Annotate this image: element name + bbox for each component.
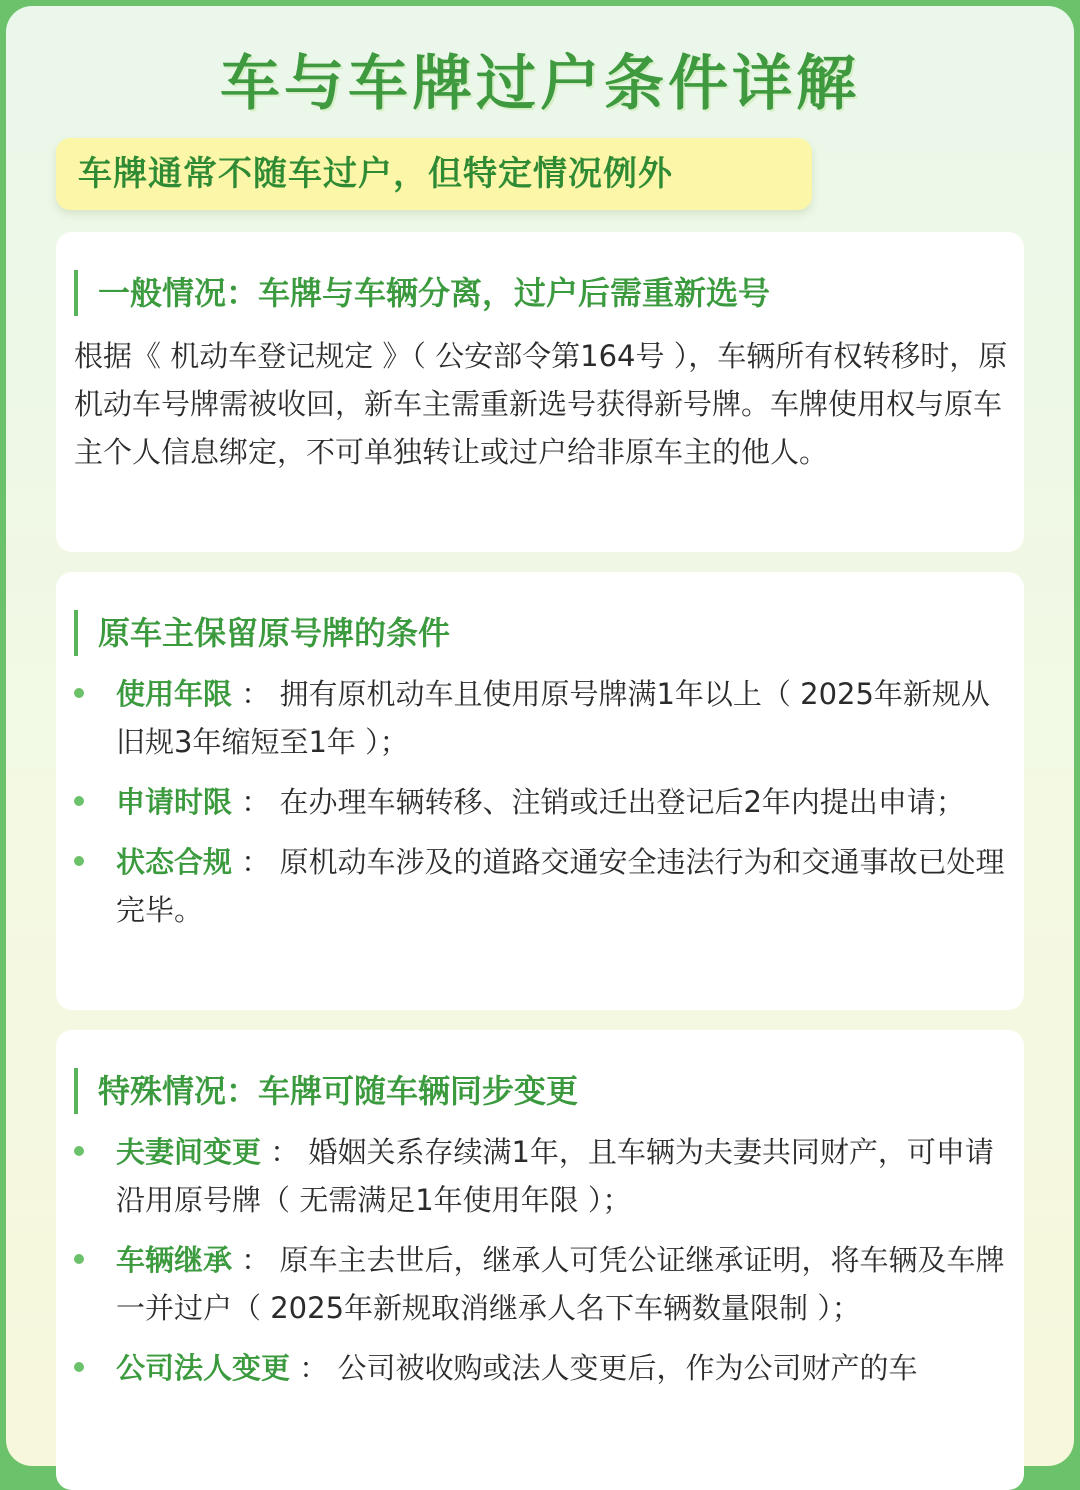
item-separator: ：	[232, 785, 280, 819]
special-case-card	[56, 1030, 1024, 1490]
item-text: 原车主去世后，继承人可凭公证继承证明，将车辆及车牌一并过户（ 2025年新规取消继承人名下车辆数量限制 ）；	[116, 1243, 1005, 1325]
item-text: 原机动车涉及的道路交通安全违法行为和交通事故已处理完毕。	[116, 845, 1005, 927]
retain-plate-list	[74, 670, 1014, 946]
item-text: 拥有原机动车且使用原号牌满1年以上（ 2025年新规从旧规3年缩短至1年 ）；	[116, 677, 990, 759]
page-title: 车与车牌过户条件详解	[220, 49, 860, 119]
item-separator: ：	[290, 1351, 338, 1385]
general-case-heading: 一般情况：车牌与车辆分离，过户后需重新选号	[74, 270, 770, 316]
item-term: 车辆继承	[116, 1243, 233, 1277]
bullet-dot-icon	[74, 1146, 84, 1156]
item-term: 申请时限	[116, 785, 233, 819]
item-separator: ：	[232, 845, 280, 879]
item-term: 使用年限	[116, 677, 233, 711]
bullet-dot-icon	[74, 796, 84, 806]
bullet-dot-icon	[74, 856, 84, 866]
item-term: 公司法人变更	[116, 1351, 291, 1385]
summary-banner: 车牌通常不随车过户，但特定情况例外	[56, 138, 812, 210]
special-case-heading: 特殊情况：车牌可随车辆同步变更	[74, 1068, 578, 1114]
list-item	[74, 838, 1014, 934]
general-case-card	[56, 232, 1024, 552]
item-term: 状态合规	[116, 845, 233, 879]
list-item	[74, 1344, 1014, 1392]
bullet-dot-icon	[74, 1362, 84, 1372]
list-item	[74, 1236, 1014, 1332]
item-text: 在办理车辆转移、注销或迁出登记后2年内提出申请；	[279, 785, 965, 819]
item-text: 婚姻关系存续满1年，且车辆为夫妻共同财产，可申请沿用原号牌（ 无需满足1年使用年限 ）；	[116, 1135, 994, 1217]
bullet-dot-icon	[74, 1254, 84, 1264]
item-separator: ：	[261, 1135, 309, 1169]
item-text: 公司被收购或法人变更后，作为公司财产的车	[337, 1351, 918, 1385]
item-term: 夫妻间变更	[116, 1135, 262, 1169]
retain-plate-card	[56, 572, 1024, 1010]
item-separator: ：	[232, 1243, 280, 1277]
list-item	[74, 778, 1014, 826]
general-case-text: 根据《 机动车登记规定 》（ 公安部令第164号 ），车辆所有权转移时，原机动车号牌需被收回，新车主需重新选号获得新号牌。车牌使用权与原车主个人信息绑定，不可单独转让或过户给非原车主的他人。	[74, 339, 1008, 469]
special-case-list	[74, 1128, 1014, 1404]
bullet-dot-icon	[74, 688, 84, 698]
list-item	[74, 1128, 1014, 1224]
item-separator: ：	[232, 677, 280, 711]
list-item	[74, 670, 1014, 766]
retain-plate-heading: 原车主保留原号牌的条件	[74, 610, 450, 656]
